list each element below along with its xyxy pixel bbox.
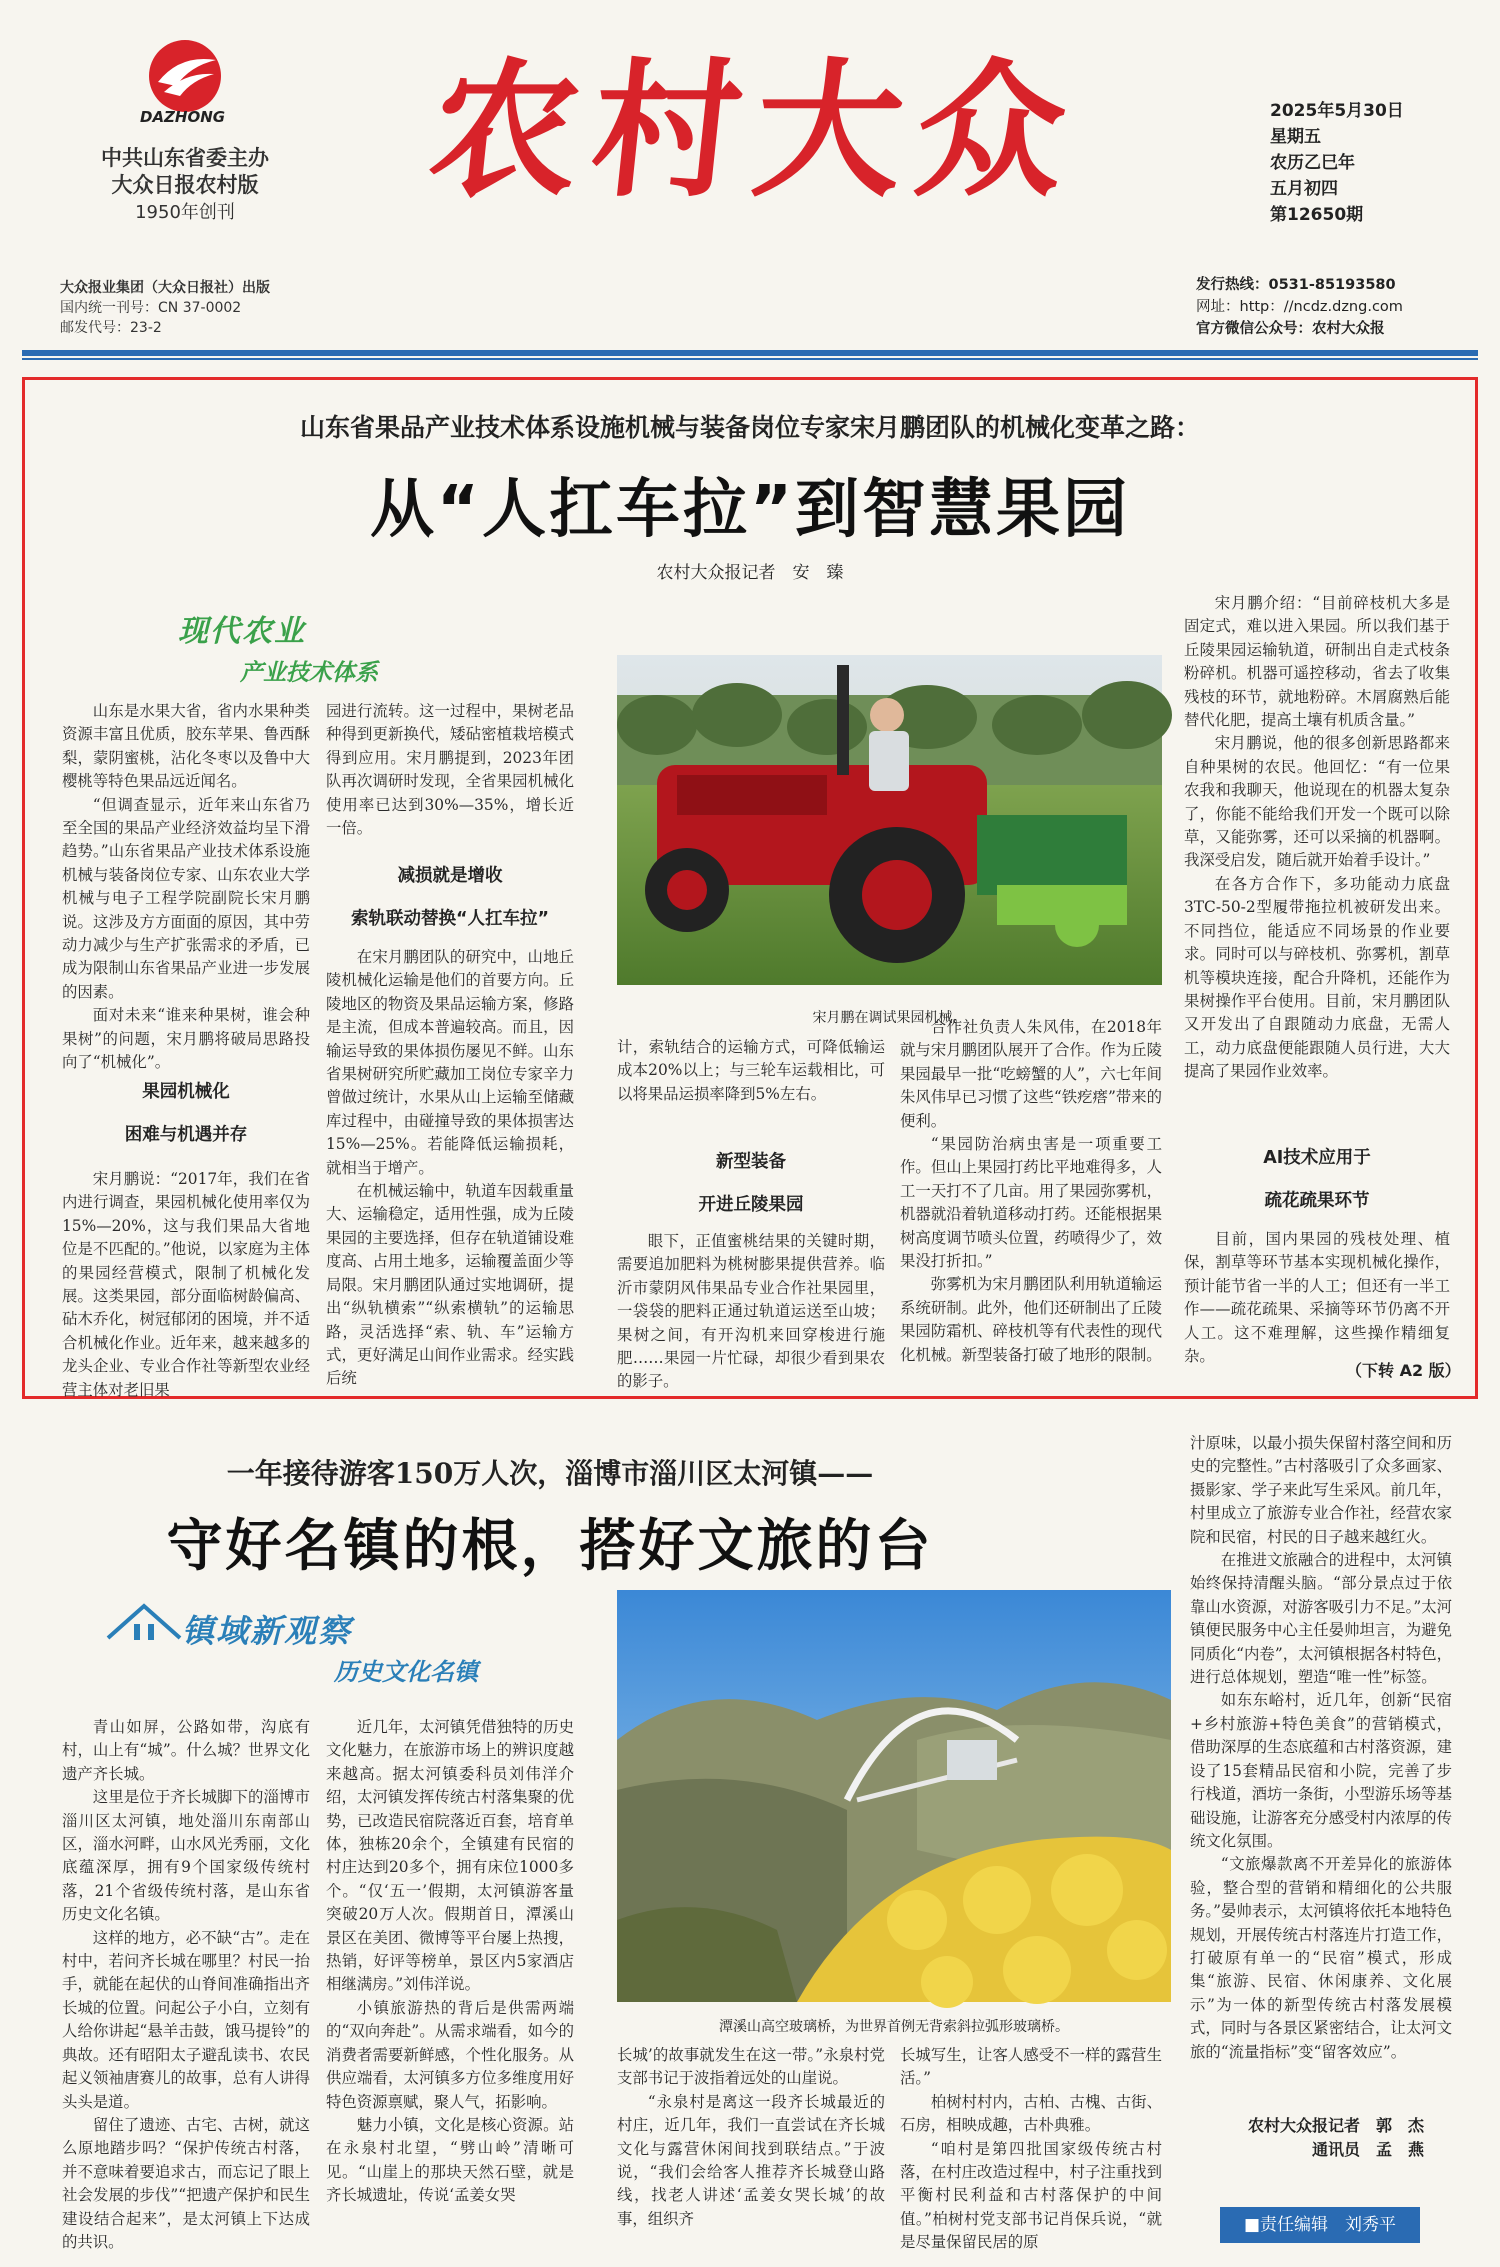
- paragraph: 这里是位于齐长城脚下的淄博市淄川区太河镇，地处淄川东南部山区，淄水河畔，山水风光秀丽，文化底蕴深厚，拥有9个国家级传统村落，21个省级传统村落，是山东省历史文化名镇。: [62, 1788, 310, 1924]
- paragraph: “果园防治病虫害是一项重要工作。但山上果园打药比平地难得多，人工一天打不了几亩。用了果园弥雾机，机器就沿着轨道移动打药。还能根据果树高度调节喷头位置，药喷得少了，效果没打折扣。”: [900, 1135, 1162, 1271]
- second-column-5: [1190, 1432, 1452, 2066]
- responsible-editor: ■责任编辑 刘秀平: [1220, 2207, 1420, 2243]
- badge-title: 镇域新观察: [182, 1612, 353, 1650]
- second-column-4: [900, 2044, 1162, 2250]
- paragraph: 在机械运输中，轨道车因载重量大、运输稳定，适用性强，成为丘陵果园的主要选择，但存在轨道铺设难度高、占用土地多，运输覆盖面少等局限。宋月鹏团队通过实地调研，提出“纵轨横索”“纵索横轨”的运输思路，灵活选择“索、轨、车”运输方式，更好满足山间作业需求。经实践后统: [326, 1182, 574, 1388]
- paragraph: “文旅爆款离不开差异化的旅游体验，整合型的营销和精细化的公共服务。”晏帅表示，太河镇将依托本地特色规划，开展传统古村落连片打造工作，打破原有单一的“民宿”模式，形成集“旅游、民宿、休闲康养、文化展示”为一体的新型传统古村落发展模式，同时与各景区紧密结合，让太河文旅的“流量指标”变“留客效应”。: [1190, 1855, 1452, 2061]
- badge-subtitle: 历史文化名镇: [334, 1658, 478, 1686]
- subhead-line: AI技术应用于: [1263, 1148, 1371, 1168]
- badge-subtitle: 产业技术体系: [240, 660, 378, 686]
- paragraph: 计，索轨结合的运输方式，可降低输运成本20%以上；与三轮车运载相比，可以将果品运损率降到5%左右。: [617, 1038, 885, 1103]
- publisher-line: 邮发代号：23-2: [60, 320, 162, 336]
- subhead-new-equipment: [617, 1148, 885, 1216]
- subhead-line: 减损就是增收: [397, 866, 503, 886]
- subhead-line: 果园机械化: [142, 1082, 230, 1102]
- paragraph: 这样的地方，必不缺“古”。走在村中，若问齐长城在哪里？村民一抬手，就能在起伏的山脊间准确指出齐长城的位置。问起公子小白，立刻有人给你讲起“悬羊击鼓，饿马提铃”的典故。还有昭阳太子避乱读书、农民起义领袖唐赛儿的故事，总有人讲得头头是道。: [62, 1928, 310, 2111]
- sponsor-line: 大众日报农村版: [111, 173, 259, 197]
- subhead-mechanization: [62, 1078, 310, 1146]
- lead-column-4: [900, 1016, 1162, 1382]
- section-badge-town: [104, 1600, 544, 1686]
- subhead-line: 新型装备: [716, 1152, 786, 1172]
- paragraph: 留住了遗迹、古宅、古树，就这么原地踏步吗？“保护传统古村落，并不意味着要追求古，而忘记了眼上社会发展的步伐”“把遗产保护和民生建设结合起来”，是太河镇上下达成的共识。: [62, 2115, 310, 2251]
- reporter-credits: [1224, 2114, 1424, 2162]
- contact-line: 网址：http：//ncdz.dzng.com: [1196, 299, 1403, 315]
- lead-column-5b: [1184, 1228, 1450, 1366]
- paragraph: 近几年，太河镇凭借独特的历史文化魅力，在旅游市场上的辨识度越来越高。据太河镇委科员刘伟洋介绍，太河镇发挥传统古村落集聚的优势，已改造民宿院落近百套，培育单体，独栋20余个，全镇建有民宿的村庄达到20多个，拥有床位1000多个。“仅‘五一’假期，太河镇游客量突破20万人次。假期首日，潭溪山景区在美团、微博等平台屡上热搜，热销，好评等榜单，景区内5家酒店相继满房。”刘伟洋说。: [326, 1718, 574, 1994]
- section-badge-modern-agri: [178, 606, 378, 686]
- continued-note: （下转 A2 版）: [1346, 1361, 1461, 1380]
- subhead-line: 困难与机遇并存: [124, 1125, 248, 1145]
- lead-column-2: [326, 700, 574, 844]
- paragraph: 宋月鹏说：“2017年，我们在省内进行调查，果园机械化使用率仅为15%—20%，这与我们果品大省地位是不匹配的。”他说，以家庭为主体的果园经营模式，限制了机械化发展。这类果园，部分面临树龄偏高、砧木乔化，树冠郁闭的困境，并不适合机械化作业。近年来，越来越多的龙头企业、专业合作社等新型农业经营主体对老旧果: [62, 1170, 310, 1399]
- subhead-line: 疏花疏果环节: [1264, 1191, 1370, 1211]
- tractor-photo-icon: [617, 655, 1162, 985]
- second-photo-glass-bridge: [617, 1590, 1171, 2002]
- town-roof-icon: [104, 1600, 184, 1646]
- paragraph: 小镇旅游热的背后是供需两端的“双向奔赴”。从需求端看，如今的消费者需要新鲜感，个性化服务。从供应端看，太河镇多方位多维度用好特色资源禀赋，聚人气，拓影响。: [326, 1998, 574, 2111]
- lead-photo-caption: 宋月鹏在调试果园机械。: [812, 1010, 967, 1026]
- contact-line: 发行热线：0531-85193580: [1196, 277, 1396, 293]
- contact-line: 官方微信公众号：农村大众报: [1196, 321, 1385, 337]
- second-headline: 守好名镇的根，搭好文旅的台: [166, 1514, 934, 1579]
- publisher-info: [60, 278, 270, 338]
- paragraph: 青山如屏，公路如带，沟底有村，山上有“城”。什么城？世界文化遗产齐长城。: [62, 1718, 310, 1783]
- publisher-line: 国内统一刊号：CN 37-0002: [60, 300, 242, 316]
- lead-column-3: [617, 1036, 885, 1132]
- lead-pretitle: 山东省果品产业技术体系设施机械与装备岗位专家宋月鹏团队的机械化变革之路：: [299, 413, 1200, 442]
- paragraph: 眼下，正值蜜桃结果的关键时期，需要追加肥料为桃树膨果提供营养。临沂市蒙阴风伟果品专业合作社果园里，一袋袋的肥料正通过轨道运送至山坡；果树之间，有开沟机来回穿梭进行施肥……果园一片忙碌，却很少看到果农的影子。: [617, 1232, 885, 1391]
- lead-column-2b: [326, 946, 574, 1388]
- paragraph: 如东东峪村，近几年，创新“民宿+乡村旅游+特色美食”的营销模式，借助深厚的生态底蕴和古村落资源，建设了15套精品民宿和小院，完善了步行栈道，酒坊一条街，小型游乐场等基础设施，让游客充分感受村内浓厚的传统文化氛围。: [1190, 1691, 1452, 1850]
- paragraph: 长城写生，让客人感受不一样的露营生活。”: [900, 2046, 1162, 2088]
- lead-photo-tractor: [617, 655, 1162, 985]
- date-line: 五月初四: [1270, 179, 1338, 199]
- sponsor-line: 1950年创刊: [135, 202, 235, 223]
- paragraph: 合作社负责人朱风伟，在2018年就与宋月鹏团队展开了合作。作为丘陵果园最早一批“吃螃蟹的人”，六七年间朱风伟早已习惯了这些“铁疙瘩”带来的便利。: [900, 1018, 1162, 1130]
- paragraph: “但调查显示，近年来山东省乃至全国的果品产业经济效益均呈下滑趋势。”山东省果品产业技术体系设施机械与装备岗位专家、山东农业大学机械与电子工程学院副院长宋月鹏说。这涉及方方面面的原因，其中劳动力减少与生产扩张需求的矛盾，已成为限制山东省果品产业进一步发展的因素。: [62, 795, 310, 1001]
- second-column-2: [326, 1716, 574, 2250]
- glass-bridge-photo-icon: [617, 1590, 1171, 2002]
- paragraph: “永泉村是离这一段齐长城最近的村庄，近几年，我们一直尝试在齐长城文化与露营休闲间找到联结点。”于波说，“我们会给客人推荐齐长城登山路线，找老人讲述‘孟姜女哭长城’的故事，组织齐: [617, 2092, 885, 2228]
- subhead-line: 索轨联动替换“人扛车拉”: [350, 909, 549, 929]
- date-line: 2025年5月30日: [1270, 101, 1404, 121]
- lead-byline: 农村大众报记者 安 臻: [656, 563, 844, 583]
- second-column-3: [617, 2044, 885, 2250]
- paragraph: 山东是水果大省，省内水果种类资源丰富且优质，胶东苹果、鲁西酥梨，蒙阴蜜桃，沾化冬枣以及鲁中大樱桃等特色果品远近闻名。: [62, 702, 310, 791]
- sponsor-block: [70, 145, 300, 226]
- paragraph: 柏树村村内，古柏、古槐、古街、石房，相映成趣，古朴典雅。: [900, 2092, 1162, 2135]
- paragraph: 宋月鹏介绍：“目前碎枝机大多是固定式，难以进入果园。所以我们基于丘陵果园运输轨道，研制出自走式枝条粉碎机。机器可遥控移动，省去了收集残枝的环节，就地粉碎。木屑腐熟后能替代化肥，提高土壤有机质含量。”: [1184, 594, 1450, 730]
- paragraph: “咱村是第四批国家级传统古村落，在村庄改造过程中，村子注重找到平衡村民利益和古村落保护的中间值。”柏树村党支部书记肖保兵说，“就是尽量保留民居的原: [900, 2139, 1162, 2252]
- paragraph: 在推进文旅融合的进程中，太河镇始终保持清醒头脑。“部分景点过于依靠山水资源，对游客吸引力不足。”太河镇便民服务中心主任晏帅坦言，为避免同质化“内卷”，太河镇根据各村特色，进行总体规划，塑造“唯一性”标签。: [1190, 1551, 1452, 1687]
- paragraph: 园进行流转。这一过程中，果树老品种得到更新换代，矮砧密植栽培模式得到应用。宋月鹏提到，2023年团队再次调研时发现，全省果园机械化使用率已达到30%—35%，增长近一倍。: [326, 702, 574, 838]
- publisher-line: 大众报业集团（大众日报社）出版: [60, 280, 270, 296]
- badge-title: 现代农业: [178, 614, 306, 649]
- lead-column-3b: [617, 1230, 885, 1391]
- paragraph: 弥雾机为宋月鹏团队利用轨道输运系统研制。此外，他们还研制出了丘陵果园防霜机、碎枝机等有代表性的现代化机械。新型装备打破了地形的限制。: [900, 1275, 1162, 1364]
- paragraph: 面对未来“谁来种果树，谁会种果树”的问题，宋月鹏将破局思路投向了“机械化”。: [62, 1006, 310, 1072]
- second-column-1: [62, 1716, 310, 2250]
- masthead-rule-thin: [22, 358, 1478, 360]
- second-photo-caption: 潭溪山高空玻璃桥，为世界首例无背索斜拉弧形玻璃桥。: [719, 2019, 1069, 2035]
- logo-emblem-icon: [140, 36, 230, 116]
- paragraph: 汁原味，以最小损失保留村落空间和历史的完整性。”古村落吸引了众多画家、摄影家、学子来此写生采风。前几年，村里成立了旅游专业合作社，经营农家院和民宿，村民的日子越来越红火。: [1190, 1434, 1452, 1546]
- subhead-line: 开进丘陵果园: [698, 1195, 804, 1215]
- date-line: 星期五: [1270, 127, 1321, 147]
- newspaper-title: 农村大众: [421, 43, 1089, 217]
- masthead-rule: [22, 350, 1478, 356]
- sponsor-line: 中共山东省委主办: [101, 146, 269, 170]
- date-line: 农历乙巳年: [1270, 153, 1355, 173]
- reporter-line: 农村大众报记者 郭 杰: [1247, 2116, 1424, 2135]
- lead-column-5: [1184, 592, 1450, 1124]
- paragraph: 长城’的故事就发生在这一带。”永泉村党支部书记于波指着远处的山崖说。: [617, 2046, 885, 2088]
- lead-column-1: [62, 700, 310, 1072]
- paragraph: 目前，国内果园的残枝处理、植保，割草等环节基本实现机械化操作，预计能节省一半的人工；但还有一半工作——疏花疏果、采摘等环节仍离不开人工。这不难理解，这些操作精细复杂。: [1184, 1230, 1450, 1366]
- logo-text: DAZHONG: [140, 108, 226, 126]
- lead-column-1b: [62, 1168, 310, 1399]
- second-pretitle: 一年接待游客150万人次，淄博市淄川区太河镇——: [226, 1457, 874, 1490]
- issue-date-block: [1270, 98, 1404, 228]
- paragraph: 在各方合作下，多功能动力底盘3TC-50-2型履带拖拉机被研发出来。不同挡位，能适应不同场景的作业要求。同时可以与碎枝机、弥雾机，割草机等模块连接，配合升降机，还能作为果树操作平台使用。目前，宋月鹏团队又开发出了自跟随动力底盘，无需人工，动力底盘便能跟随人员行进，大大提高了果园作业效率。: [1184, 874, 1450, 1081]
- paragraph: 魅力小镇，文化是核心资源。站在永泉村北望，“劈山岭”清晰可见。“山崖上的那块天然石壁，就是齐长城遗址，传说‘孟姜女哭: [326, 2115, 574, 2205]
- paragraph: 宋月鹏说，他的很多创新思路都来自种果树的农民。他回忆：“有一位果农我和我聊天，他说现在的机器太复杂了，你能不能给我们开发一个既可以除草，又能弥雾，还可以采摘的机器啊。我深受启发，随后就开始着手设计。”: [1184, 734, 1450, 870]
- contact-block: [1196, 274, 1403, 340]
- paragraph: 在宋月鹏团队的研究中，山地丘陵机械化运输是他们的首要方向。丘陵地区的物资及果品运输方案，修路是主流，但成本普遍较高。而且，因输运导致的果体损伤屡见不鲜。山东省果树研究所贮藏加工岗位专家辛力曾做过统计，水果从山上运输至储藏库过程中，由碰撞导致的果体损害达15%—25%。若能降低运输损耗，就相当于增产。: [326, 948, 574, 1177]
- subhead-ai: [1184, 1144, 1450, 1212]
- subhead-loss-reduction: [326, 862, 574, 930]
- reporter-line: 通讯员 孟 燕: [1311, 2140, 1424, 2159]
- lead-headline: 从“人扛车拉”到智慧果园: [369, 473, 1131, 547]
- date-line: 第12650期: [1270, 205, 1364, 225]
